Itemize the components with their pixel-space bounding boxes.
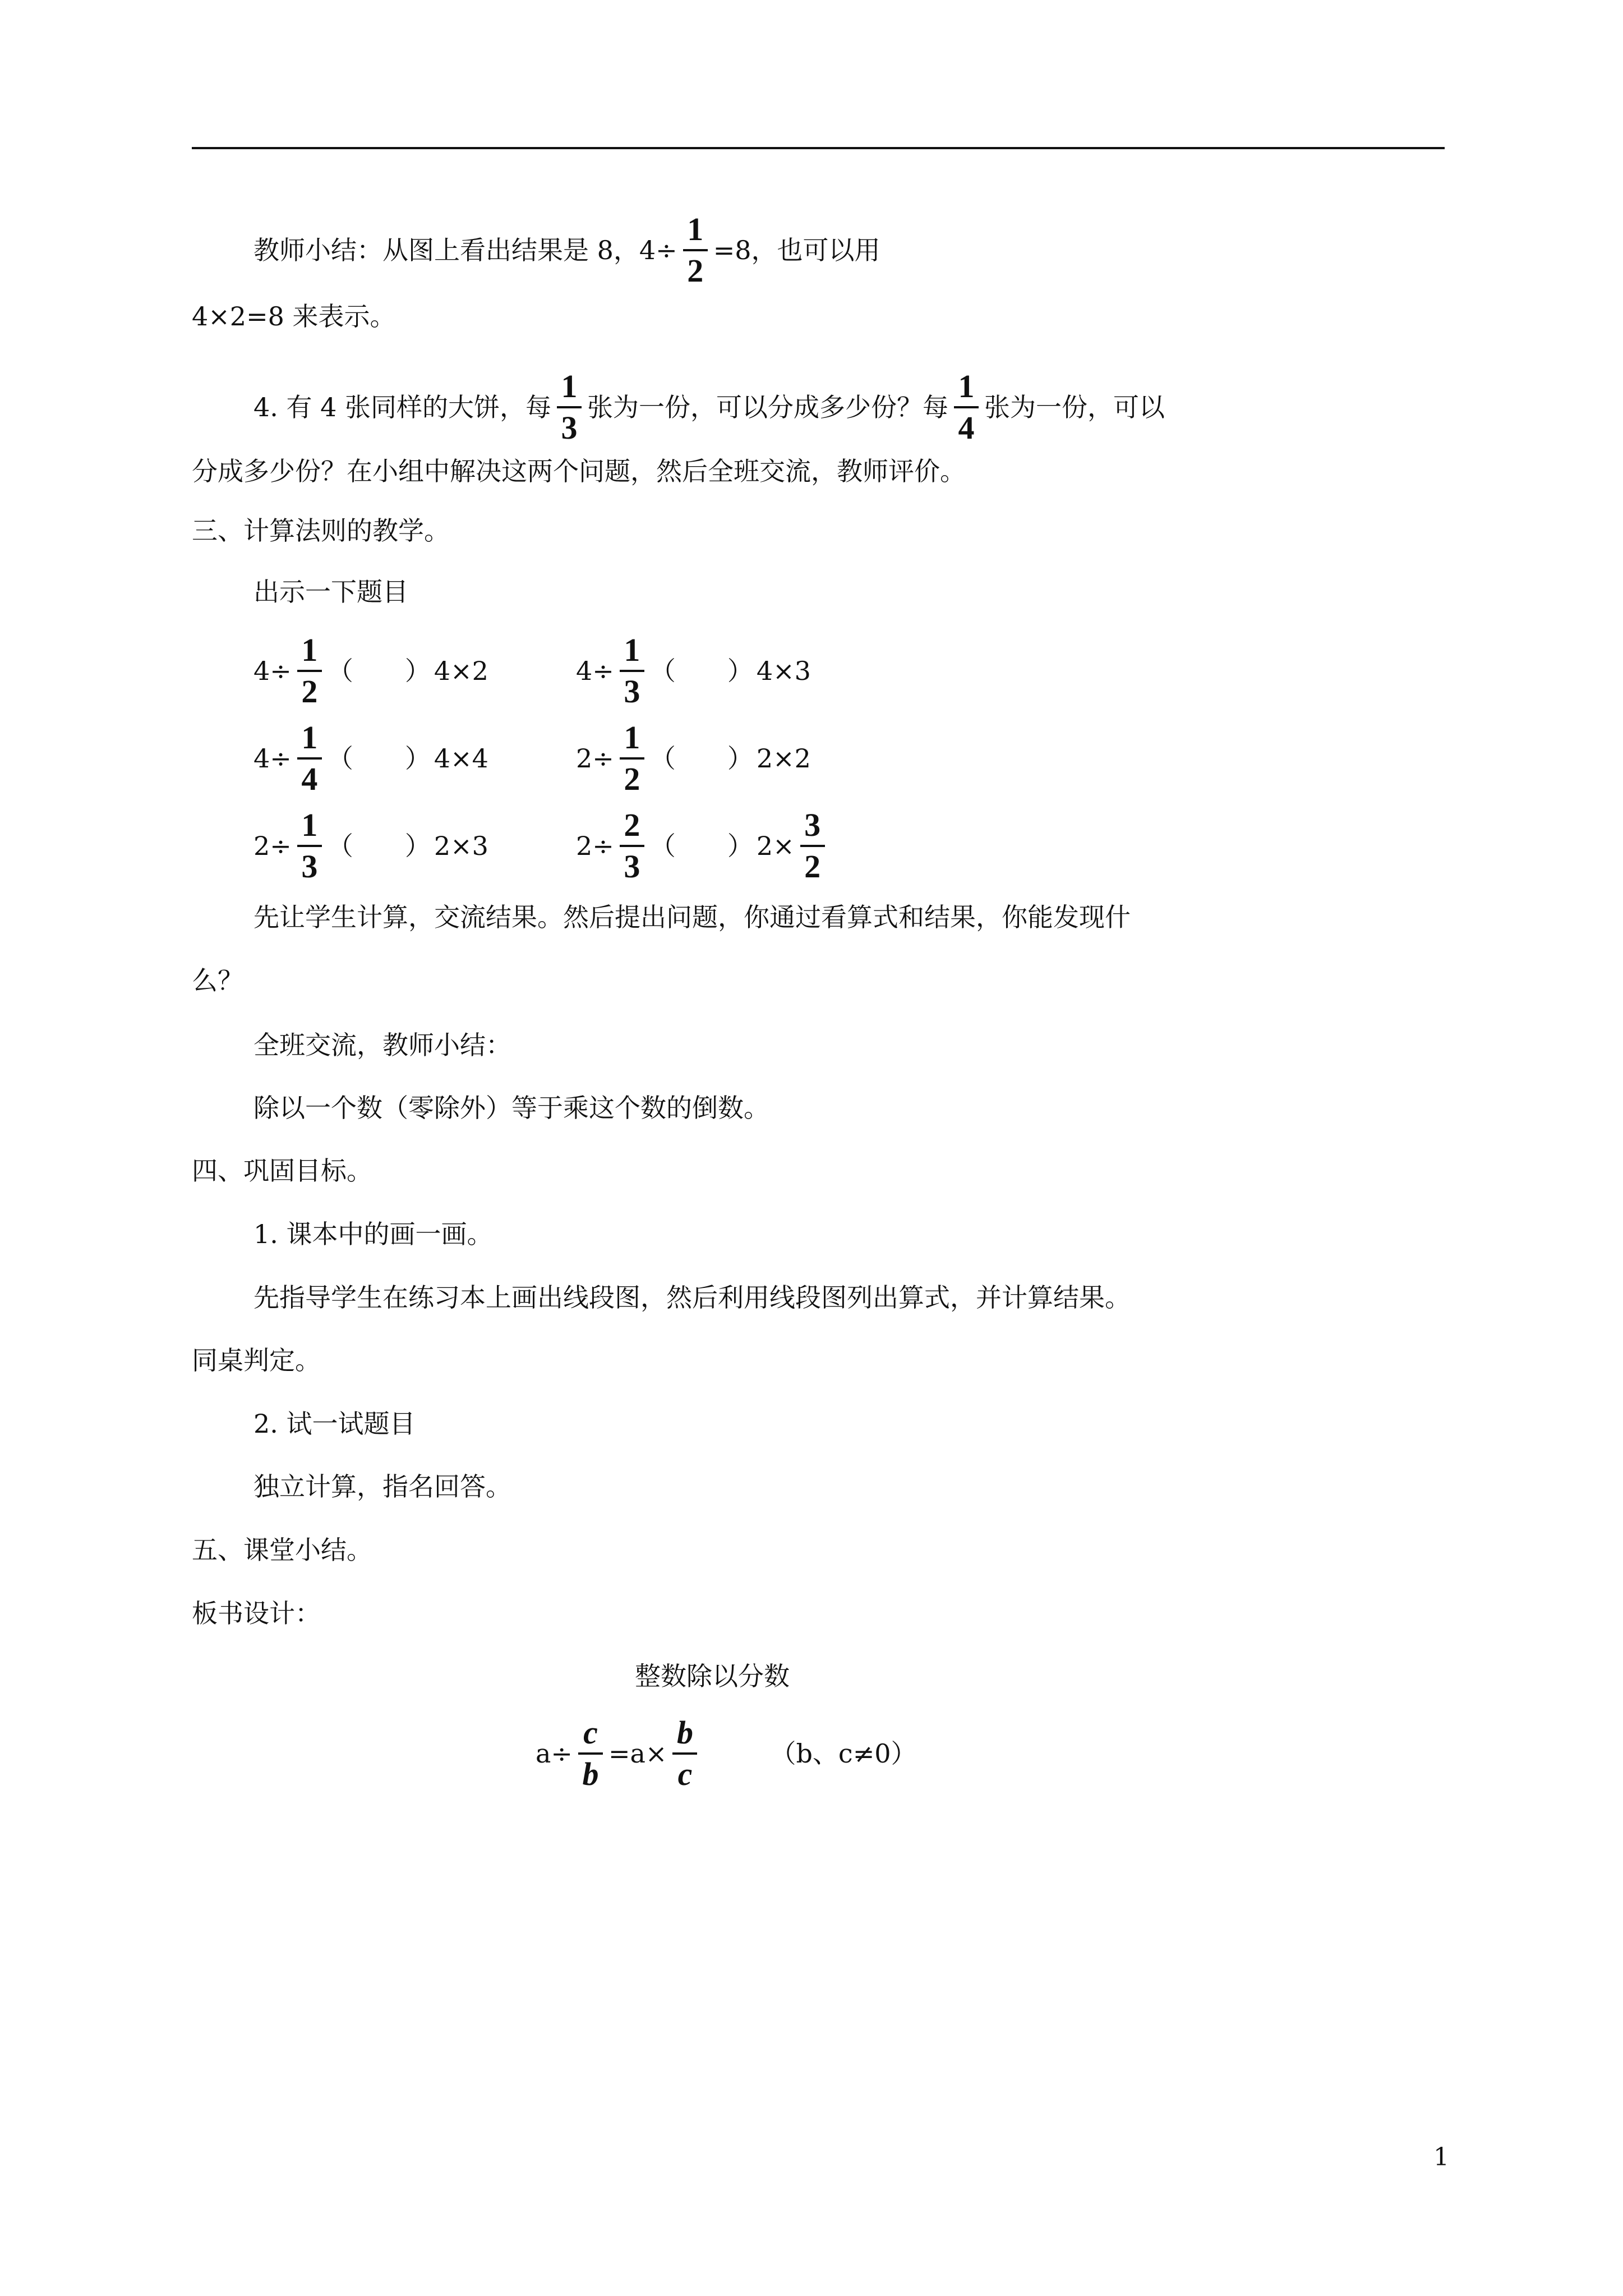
header-rule xyxy=(192,147,1445,149)
fraction-denominator: 4 xyxy=(958,409,975,446)
problem-6 xyxy=(576,809,831,883)
paragraph-s4-5: 独立计算，指名回答。 xyxy=(253,1471,511,1502)
fraction-numerator: 1 xyxy=(624,719,640,756)
fraction xyxy=(620,634,644,708)
fraction-denominator: c xyxy=(677,1756,693,1792)
paragraph-board: 板书设计： xyxy=(192,1598,321,1628)
problem-4 xyxy=(576,721,811,795)
fraction-numerator: 1 xyxy=(301,719,318,756)
fraction-numerator: 1 xyxy=(687,211,704,247)
fraction-numerator: 1 xyxy=(561,368,578,404)
text: 张为一份，可以 xyxy=(984,392,1165,422)
text: 4×2 xyxy=(434,656,488,686)
fraction-bar xyxy=(297,670,322,672)
fraction-numerator: b xyxy=(676,1714,693,1751)
answer-blank: （ ） xyxy=(327,831,431,861)
text: 张为一份，可以分成多少份？每 xyxy=(587,392,949,422)
paragraph-teacher-summary-cont: 4×2=8 来表示。 xyxy=(192,301,396,332)
text: 2×2 xyxy=(756,743,811,774)
fraction-denominator: 3 xyxy=(624,673,640,710)
fraction-numerator: 1 xyxy=(301,632,318,668)
paragraph-calc-cont: 么？ xyxy=(192,965,243,996)
fraction-numerator: c xyxy=(583,1714,598,1751)
section-heading-4: 四、巩固目标。 xyxy=(192,1156,372,1186)
fraction xyxy=(620,721,644,795)
fraction-bar xyxy=(297,757,322,760)
problem-row-1 xyxy=(253,634,811,708)
fraction-bar xyxy=(578,1752,603,1755)
condition-text: （b、c≠0） xyxy=(770,1738,917,1769)
fraction xyxy=(800,809,825,883)
paragraph-item-4-cont: 分成多少份？在小组中解决这两个问题，然后全班交流，教师评价。 xyxy=(192,456,966,486)
fraction xyxy=(557,370,582,444)
text: 2÷ xyxy=(253,831,292,861)
paragraph-show-problems: 出示一下题目 xyxy=(253,577,408,607)
paragraph-item-4 xyxy=(253,370,1165,444)
text: 4×4 xyxy=(434,743,488,774)
paragraph-rule: 除以一个数（零除外）等于乘这个数的倒数。 xyxy=(253,1093,769,1123)
answer-blank: （ ） xyxy=(649,743,753,774)
fraction xyxy=(297,721,322,795)
paragraph-calc: 先让学生计算，交流结果。然后提出问题，你通过看算式和结果，你能发现什 xyxy=(253,902,1131,932)
paragraph-s4-3: 同桌判定。 xyxy=(192,1345,321,1375)
fraction xyxy=(297,634,322,708)
fraction xyxy=(672,1714,697,1792)
answer-blank: （ ） xyxy=(649,831,753,861)
fraction-denominator: 2 xyxy=(687,252,704,289)
fraction xyxy=(954,370,979,444)
fraction-denominator: 2 xyxy=(624,761,640,797)
fraction xyxy=(297,809,322,883)
answer-blank: （ ） xyxy=(327,656,431,686)
paragraph-class-exchange: 全班交流，教师小结： xyxy=(253,1030,511,1060)
paragraph-s4-4: 2. 试一试题目 xyxy=(253,1409,416,1439)
fraction-denominator: 4 xyxy=(301,761,318,797)
section-heading-5: 五、课堂小结。 xyxy=(192,1535,372,1565)
fraction-bar xyxy=(954,406,979,408)
answer-blank: （ ） xyxy=(327,743,431,774)
board-formula xyxy=(536,1714,917,1792)
fraction-numerator: 1 xyxy=(301,807,318,843)
fraction-denominator: 3 xyxy=(561,409,578,446)
text: 4×3 xyxy=(756,656,811,686)
fraction-bar xyxy=(620,845,644,847)
text: 教师小结：从图上看出结果是 8，4÷ xyxy=(253,235,677,265)
page-number: 1 xyxy=(1433,2143,1449,2171)
section-heading-3: 三、计算法则的教学。 xyxy=(192,516,450,546)
paragraph-s4-2: 先指导学生在练习本上画出线段图，然后利用线段图列出算式，并计算结果。 xyxy=(253,1282,1131,1313)
paragraph-teacher-summary xyxy=(253,213,880,287)
text: 4÷ xyxy=(253,656,292,686)
text: 4. 有 4 张同样的大饼，每 xyxy=(253,392,552,422)
text: 2÷ xyxy=(576,831,614,861)
board-title: 整数除以分数 xyxy=(635,1661,790,1691)
fraction-denominator: 3 xyxy=(624,848,640,885)
problem-2 xyxy=(576,634,811,708)
text: 2÷ xyxy=(576,743,614,774)
fraction-denominator: 2 xyxy=(301,673,318,710)
text: =a× xyxy=(608,1738,667,1769)
paragraph-s4-1: 1. 课本中的画一画。 xyxy=(253,1219,493,1249)
fraction-bar xyxy=(557,406,582,408)
problem-5 xyxy=(253,809,576,883)
fraction xyxy=(578,1714,603,1792)
text: 4÷ xyxy=(253,743,292,774)
fraction-bar xyxy=(672,1752,697,1755)
fraction-denominator: 2 xyxy=(804,848,821,885)
text: 2× xyxy=(756,831,795,861)
fraction-bar xyxy=(620,670,644,672)
fraction-denominator: 3 xyxy=(301,848,318,885)
problem-3 xyxy=(253,721,576,795)
fraction xyxy=(683,213,708,287)
fraction-bar xyxy=(683,249,708,251)
text: a÷ xyxy=(536,1738,573,1769)
fraction-numerator: 2 xyxy=(624,807,640,843)
text: 4÷ xyxy=(576,656,614,686)
text: 2×3 xyxy=(434,831,488,861)
problem-row-3 xyxy=(253,809,831,883)
fraction-numerator: 3 xyxy=(804,807,821,843)
fraction-bar xyxy=(800,845,825,847)
fraction-numerator: 1 xyxy=(624,632,640,668)
fraction-bar xyxy=(297,845,322,847)
fraction xyxy=(620,809,644,883)
answer-blank: （ ） xyxy=(649,656,753,686)
problem-1 xyxy=(253,634,576,708)
text: =8，也可以用 xyxy=(713,235,880,265)
problem-row-2 xyxy=(253,721,811,795)
fraction-numerator: 1 xyxy=(958,368,975,404)
fraction-denominator: b xyxy=(582,1756,599,1792)
fraction-bar xyxy=(620,757,644,760)
